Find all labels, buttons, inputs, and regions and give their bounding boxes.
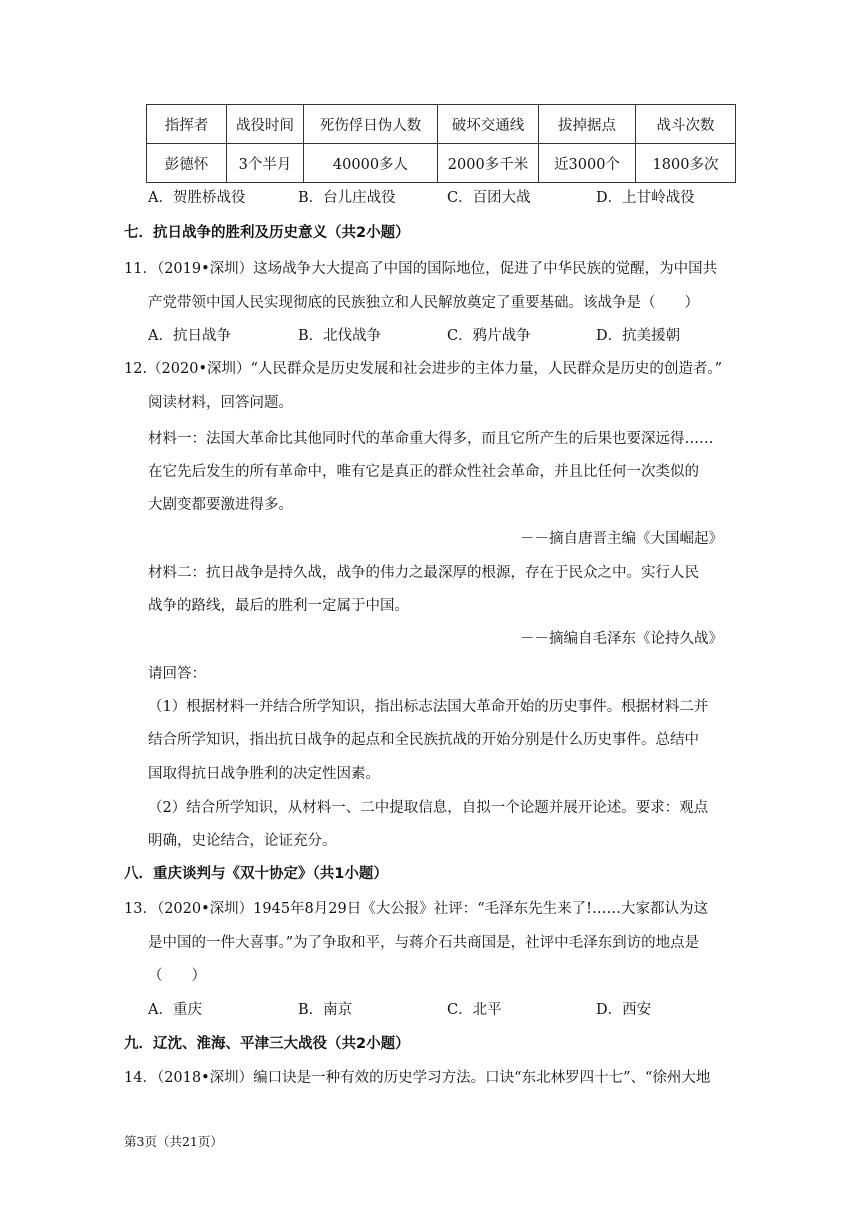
table-cell: 2000多千米	[438, 144, 539, 183]
q13-option-c: C．北平	[447, 1002, 502, 1018]
table-header-cell: 拔掉据点	[539, 105, 636, 144]
q13-text-line-1: 13．（2020•深圳）1945年8月29日《大公报》社评：“毛泽东先生来了!……大家都认为这	[124, 901, 708, 917]
q11-option-d: D．抗美援朝	[596, 328, 681, 344]
q10-option-b: B．台儿庄战役	[298, 190, 396, 206]
q10-option-c: C．百团大战	[447, 190, 531, 206]
q12-material-2-line-1: 材料二：抗日战争是持久战，战争的伟力之最深厚的根源，存在于民众之中。实行人民	[148, 565, 699, 581]
q12-ask: 请回答：	[148, 666, 206, 682]
q11-option-b: B．北伐战争	[298, 328, 382, 344]
q12-part-2-line-2: 明确，史论结合，论证充分。	[148, 833, 337, 849]
table-header-cell: 指挥者	[147, 105, 227, 144]
q13-option-b: B．南京	[298, 1002, 353, 1018]
section-heading-9: 九．辽沈、淮海、平津三大战役（共2小题）	[124, 1036, 410, 1052]
q12-material-1-line-2: 在它先后发生的所有革命中，唯有它是真正的群众性社会革命，并且比任何一次类似的	[148, 464, 699, 480]
table-header-cell: 战斗次数	[636, 105, 736, 144]
q11-text-line-1: 11．（2019•深圳）这场战争大大提高了中国的国际地位，促进了中华民族的觉醒，为中国共	[124, 261, 718, 277]
q12-material-2-line-2: 战争的路线，最后的胜利一定属于中国。	[148, 598, 409, 614]
q12-text-line-1: 12.（2020•深圳）“人民群众是历史发展和社会进步的主体力量，人民群众是历史的创造者。”	[124, 361, 723, 377]
table-cell: 40000多人	[304, 144, 438, 183]
q14-text-line-1: 14．（2018•深圳）编口诀是一种有效的历史学习方法。口诀“东北林罗四十七”、“徐州大地	[124, 1070, 711, 1086]
page-footer: 第3页（共21页）	[124, 1134, 223, 1149]
battle-info-table	[146, 104, 736, 183]
q13-text-line-3: （ ）	[148, 968, 206, 984]
table-header-cell: 破坏交通线	[438, 105, 539, 144]
q12-material-2-source: －－摘编自毛泽东《论持久战》	[520, 631, 723, 647]
q12-part-1-line-2: 结合所学知识，指出抗日战争的起点和全民族抗战的开始分别是什么历史事件。总结中	[148, 732, 699, 748]
table-header-cell: 死伤俘日伪人数	[304, 105, 438, 144]
q11-option-c: C．鸦片战争	[447, 328, 531, 344]
q11-text-line-2: 产党带领中国人民实现彻底的民族独立和人民解放奠定了重要基础。该战争是（ ）	[148, 295, 699, 311]
q10-option-a: A．贺胜桥战役	[148, 190, 246, 206]
q10-option-d: D．上甘岭战役	[596, 190, 695, 206]
q12-text-line-2: 阅读材料，回答问题。	[148, 395, 293, 411]
table-header-row	[147, 105, 736, 144]
section-heading-8: 八．重庆谈判与《双十协定》（共1小题）	[124, 866, 388, 882]
q12-part-1-line-1: （1）根据材料一并结合所学知识，指出标志法国大革命开始的历史事件。根据材料二并	[148, 699, 709, 715]
q12-part-2-line-1: （2）结合所学知识，从材料一、二中提取信息，自拟一个论题并展开论述。要求：观点	[148, 800, 709, 816]
q12-material-1-line-3: 大剧变都要激进得多。	[148, 497, 293, 513]
q12-material-1-source: －－摘自唐晋主编《大国崛起》	[520, 531, 723, 547]
q13-option-a: A．重庆	[148, 1002, 202, 1018]
table-row	[147, 144, 736, 183]
table-cell: 3个半月	[227, 144, 304, 183]
q12-part-1-line-3: 国取得抗日战争胜利的决定性因素。	[148, 766, 380, 782]
table-cell: 1800多次	[636, 144, 736, 183]
table-cell: 彭德怀	[147, 144, 227, 183]
q12-material-1-line-1: 材料一：法国大革命比其他同时代的革命重大得多，而且它所产生的后果也要深远得……	[148, 431, 714, 447]
section-heading-7: 七．抗日战争的胜利及历史意义（共2小题）	[124, 225, 410, 241]
table-cell: 近3000个	[539, 144, 636, 183]
table-header-cell: 战役时间	[227, 105, 304, 144]
q13-text-line-2: 是中国的一件大喜事。”为了争取和平，与蒋介石共商国是，社评中毛泽东到访的地点是	[148, 935, 700, 951]
q11-option-a: A．抗日战争	[148, 328, 231, 344]
q13-option-d: D．西安	[596, 1002, 652, 1018]
